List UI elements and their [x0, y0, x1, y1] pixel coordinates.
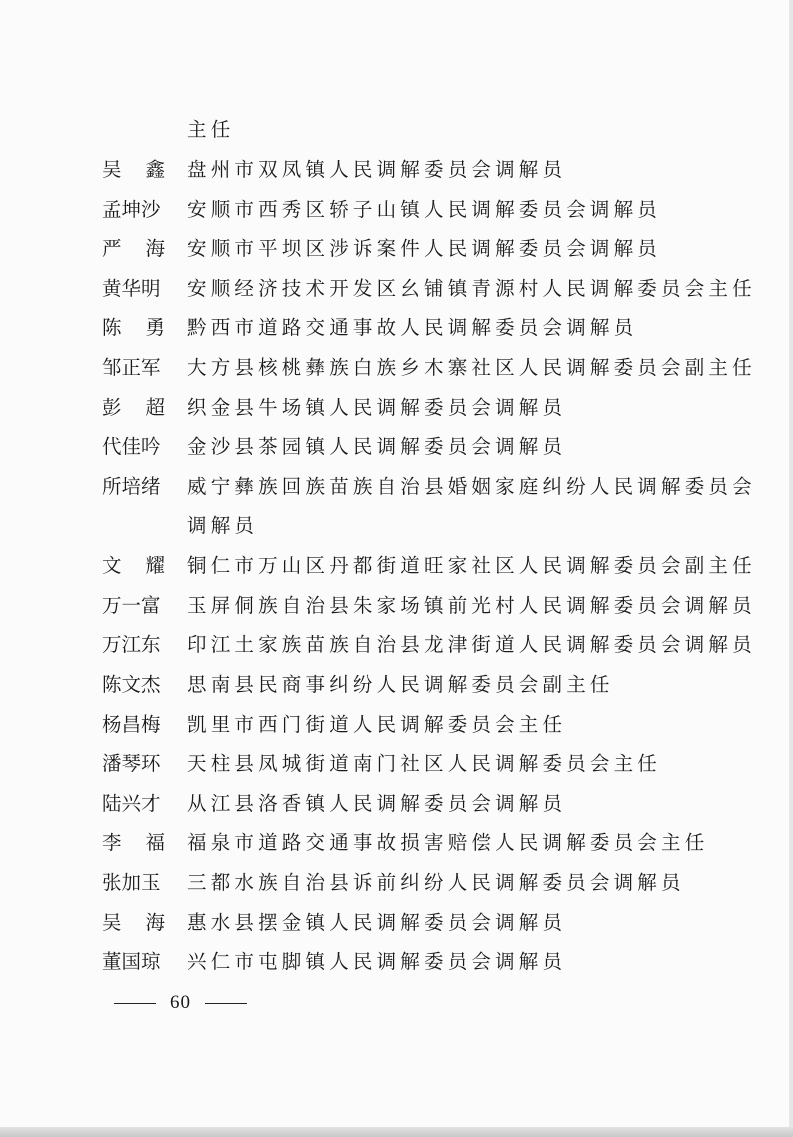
list-item	[0, 903, 793, 943]
list-item	[0, 467, 793, 507]
page-number-value: 60	[170, 992, 191, 1013]
list-item	[0, 269, 793, 309]
list-item	[0, 150, 793, 190]
list-item	[0, 427, 793, 467]
member-affiliation-cont: 调解员	[187, 514, 259, 537]
member-name: 万江东	[102, 633, 161, 656]
member-affiliation: 惠水县摆金镇人民调解委员会调解员	[187, 911, 567, 934]
list-item	[0, 625, 793, 665]
list-item	[0, 388, 793, 428]
continuation-line	[0, 110, 793, 150]
member-name: 严海	[102, 237, 190, 260]
member-name: 董国琼	[102, 950, 161, 973]
list-item	[0, 863, 793, 903]
member-affiliation: 盘州市双凤镇人民调解委员会调解员	[187, 158, 567, 181]
member-name: 文耀	[102, 554, 190, 577]
member-affiliation: 从江县洛香镇人民调解委员会调解员	[187, 792, 567, 815]
member-affiliation: 安顺市平坝区涉诉案件人民调解委员会调解员	[187, 237, 662, 260]
list-item	[0, 784, 793, 824]
list-item	[0, 744, 793, 784]
member-name: 所培绪	[102, 475, 161, 498]
member-affiliation: 织金县牛场镇人民调解委员会调解员	[187, 396, 567, 419]
member-name: 万一富	[102, 594, 161, 617]
list-item	[0, 942, 793, 982]
list-item	[0, 586, 793, 626]
member-name: 陈文杰	[102, 673, 161, 696]
member-affiliation: 天柱县凤城街道南门社区人民调解委员会主任	[187, 752, 662, 775]
list-item	[0, 823, 793, 863]
list-item	[0, 705, 793, 745]
member-affiliation: 印江土家族苗族自治县龙津街道人民调解委员会调解员	[187, 633, 756, 656]
member-name: 邹正军	[102, 356, 161, 379]
list-item	[0, 190, 793, 230]
member-name: 彭超	[102, 396, 190, 419]
member-name: 代佳吟	[102, 435, 161, 458]
member-name: 陆兴才	[102, 792, 161, 815]
member-name: 孟坤沙	[102, 198, 161, 221]
list-item	[0, 308, 793, 348]
page-edge-bottom	[0, 1127, 793, 1137]
member-name: 吴鑫	[102, 158, 190, 181]
member-affiliation: 玉屏侗族自治县朱家场镇前光村人民调解委员会调解员	[187, 594, 756, 617]
member-affiliation: 凯里市西门街道人民调解委员会主任	[187, 713, 567, 736]
member-name: 李福	[102, 831, 190, 854]
list-item	[0, 546, 793, 586]
member-affiliation: 威宁彝族回族苗族自治县婚姻家庭纠纷人民调解委员会	[187, 475, 756, 498]
page-number-dash-right	[205, 1003, 247, 1004]
continuation-text: 主任	[187, 118, 235, 141]
member-affiliation: 铜仁市万山区丹都街道旺家社区人民调解委员会副主任	[187, 554, 756, 577]
member-affiliation: 兴仁市屯脚镇人民调解委员会调解员	[187, 950, 567, 973]
member-affiliation: 安顺经济技术开发区幺铺镇青源村人民调解委员会主任	[187, 277, 756, 300]
member-name: 陈勇	[102, 316, 190, 339]
member-affiliation: 黔西市道路交通事故人民调解委员会调解员	[187, 316, 638, 339]
page-number-dash-left	[114, 1003, 156, 1004]
member-affiliation: 安顺市西秀区轿子山镇人民调解委员会调解员	[187, 198, 662, 221]
member-affiliation: 大方县核桃彝族白族乡木寨社区人民调解委员会副主任	[187, 356, 756, 379]
member-affiliation: 福泉市道路交通事故损害赔偿人民调解委员会主任	[187, 831, 709, 854]
page-number	[100, 988, 261, 1018]
list-item-continuation	[0, 506, 793, 546]
list-item	[0, 229, 793, 269]
member-name: 杨昌梅	[102, 713, 161, 736]
member-affiliation: 金沙县茶园镇人民调解委员会调解员	[187, 435, 567, 458]
member-name: 潘琴环	[102, 752, 161, 775]
member-name: 张加玉	[102, 871, 161, 894]
list-item	[0, 348, 793, 388]
member-affiliation: 思南县民商事纠纷人民调解委员会副主任	[187, 673, 614, 696]
member-name: 黄华明	[102, 277, 161, 300]
member-name: 吴海	[102, 911, 190, 934]
list-item	[0, 665, 793, 705]
member-affiliation: 三都水族自治县诉前纠纷人民调解委员会调解员	[187, 871, 685, 894]
